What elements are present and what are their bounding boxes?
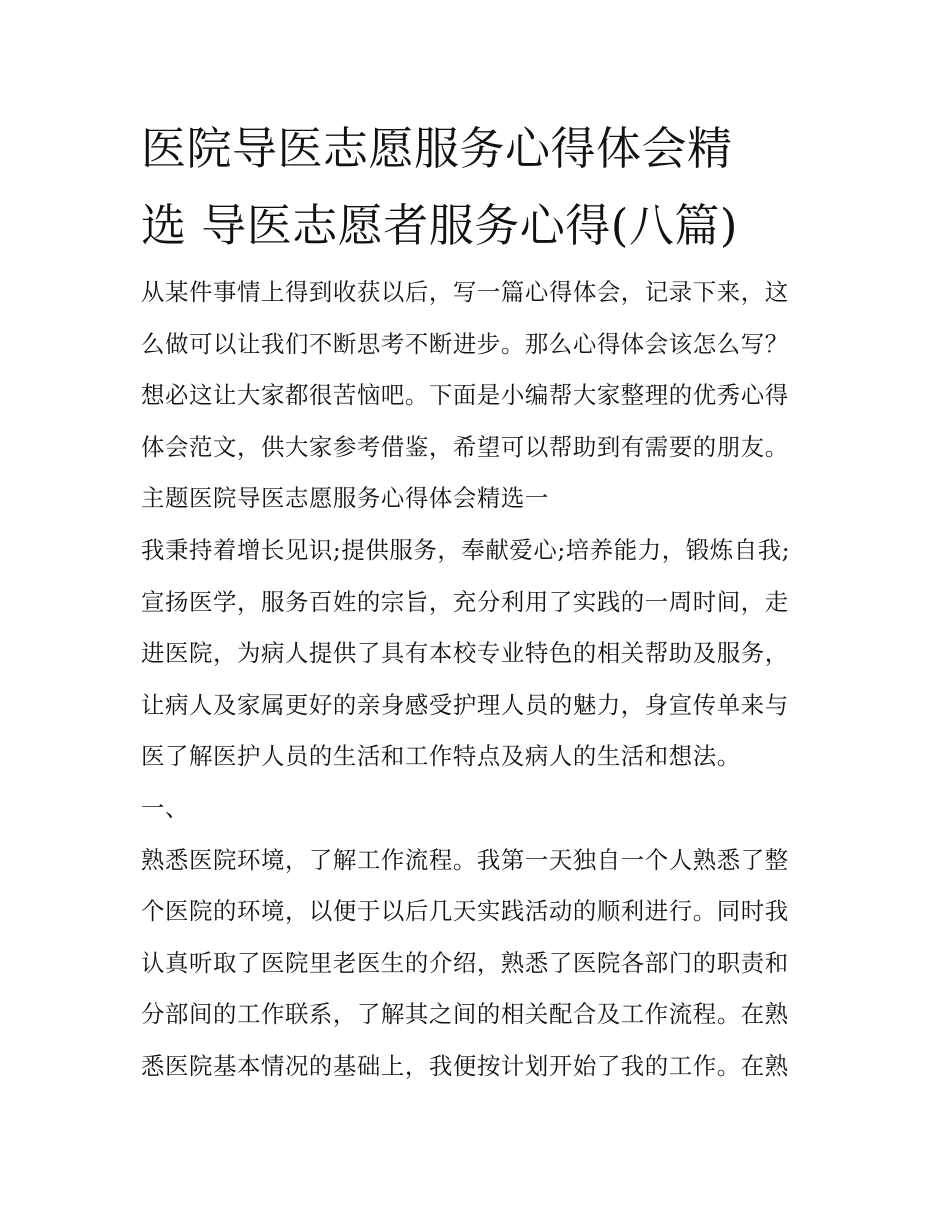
body-line: 宣扬医学，服务百姓的宗旨，充分利用了实践的一周时间，走 [141,587,789,616]
body-line: 从某件事情上得到收获以后，写一篇心得体会，记录下来，这 [141,278,789,306]
document-title [141,110,821,264]
body-line: 想必这让大家都很苦恼吧。下面是小编帮大家整理的优秀心得 [141,381,789,410]
body-line: 医了解医护人员的生活和工作特点及病人的生活和想法。 [141,742,741,771]
body-line: 进医院，为病人提供了具有本校专业特色的相关帮助及服务， [141,639,789,668]
document-content [141,110,821,1093]
body-line: 分部间的工作联系，了解其之间的相关配合及工作流程。在熟 [141,1000,789,1029]
body-line: 么做可以让我们不断思考不断进步。那么心得体会该怎么写？ [141,329,789,358]
body-line: 熟悉医院环境，了解工作流程。我第一天独自一个人熟悉了整 [141,845,789,874]
body-line: 悉医院基本情况的基础上，我便按计划开始了我的工作。在熟 [141,1051,789,1080]
body-line: 我秉持着增长见识;提供服务，奉献爱心;培养能力，锻炼自我; [141,535,791,564]
body-line: 体会范文，供大家参考借鉴，希望可以帮助到有需要的朋友。 [141,432,789,461]
section-heading: 主题医院导医志愿服务心得体会精选一 [141,484,549,513]
document-body [141,267,821,1093]
title-line-1: 医院导医志愿服务心得体会精 [141,122,733,175]
title-line-2: 选 导医志愿者服务心得(八篇) [141,199,738,252]
body-line: 让病人及家属更好的亲身感受护理人员的魅力，身宣传单来与 [141,690,789,719]
body-line: 认真听取了医院里老医生的介绍，熟悉了医院各部门的职责和 [141,948,789,977]
body-line: 个医院的环境，以便于以后几天实践活动的顺利进行。同时我 [141,897,789,926]
list-number: 一、 [141,793,189,822]
